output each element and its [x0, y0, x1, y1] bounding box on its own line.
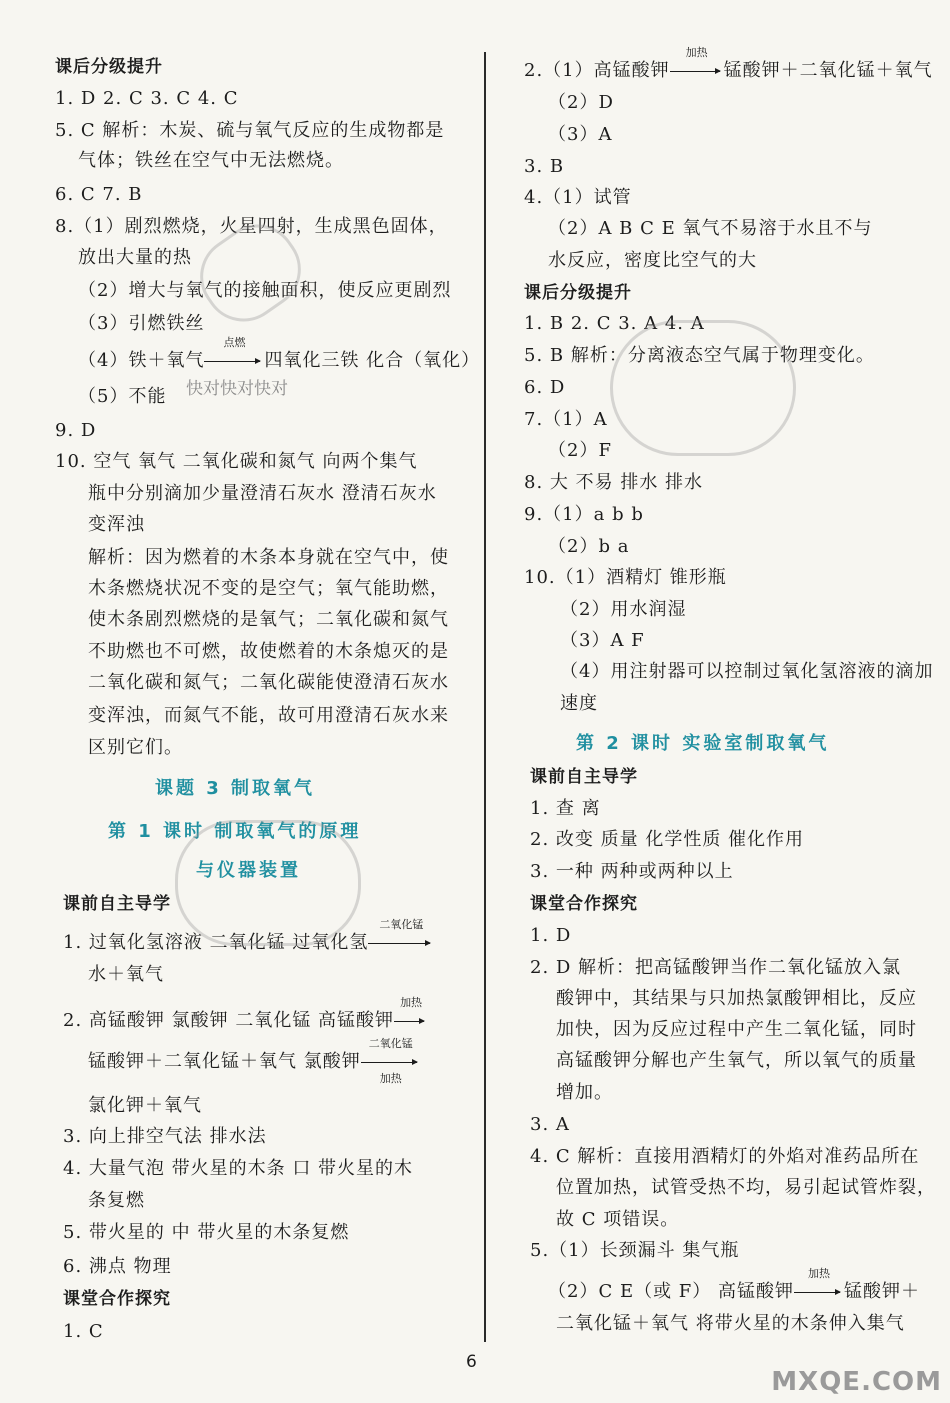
answer-line: 酸钾中，其结果与只加热氯酸钾相比，反应	[556, 988, 917, 1009]
pre-answer-1: 1. 过氧化氢溶液 二氧化锰 过氧化氢 二氧化锰	[63, 932, 434, 954]
lesson-title: 与仪器装置	[196, 860, 301, 881]
answer-line: 速度	[560, 693, 598, 714]
answer-line: 5. C 解析：木炭、硫与氧气反应的生成物都是	[55, 120, 445, 141]
answer-line: 位置加热，试管受热不均，易引起试管炸裂，	[556, 1177, 936, 1198]
answer-line: 加快，因为反应过程中产生二氧化锰，同时	[556, 1019, 917, 1040]
answer-line: 区别它们。	[88, 737, 183, 758]
answer-line: 变浑浊，而氮气不能，故可用澄清石灰水来	[88, 705, 449, 726]
answer-line: 1. C	[63, 1321, 104, 1342]
answer-line: 6. C 7. B	[55, 184, 143, 205]
answer-line: 3. 一种 两种或两种以上	[530, 861, 734, 882]
answer-line: 10.（1）酒精灯 锥形瓶	[524, 567, 727, 588]
answer-line: 6. D	[524, 377, 566, 398]
answer-line: （2）增大与氧气的接触面积，使反应更剧烈	[78, 280, 452, 301]
answer-line: 高锰酸钾分解也产生氧气，所以氧气的质量	[556, 1050, 917, 1071]
answer-line: 放出大量的热	[78, 247, 192, 268]
answer-line: 故 C 项错误。	[556, 1209, 680, 1230]
answer-line: 5.（1）长颈漏斗 集气瓶	[530, 1240, 740, 1261]
answer-line: 气体；铁丝在空气中无法燃烧。	[78, 150, 344, 171]
answer-line: 变浑浊	[88, 514, 145, 535]
section-heading: 课后分级提升	[524, 283, 632, 303]
answer-line: 1. 查 离	[530, 798, 601, 819]
answer-line: 4.（1）试管	[524, 187, 632, 208]
answer-8-4: （4）铁＋氧气 点燃 四氧化三铁 化合（氧化）	[78, 336, 481, 371]
answer-line: 4. C 解析：直接用酒精灯的外焰对准药品所在	[530, 1146, 920, 1167]
answer-line: 8. 大 不易 排水 排水	[524, 472, 704, 493]
lesson-title: 第 2 课时 实验室制取氧气	[576, 733, 830, 754]
answer-line: 4. 大量气泡 带火星的木条 口 带火星的木	[63, 1158, 414, 1179]
answer-line: （2）b a	[548, 536, 630, 557]
answer-line: 二氧化锰＋氧气 将带火星的木条伸入集气	[556, 1313, 905, 1334]
answer-line: 5. B 解析：分离液态空气属于物理变化。	[524, 345, 875, 366]
answer-line: 7.（1）A	[524, 409, 608, 430]
answer-line: （2）F	[548, 440, 612, 461]
watermark-text: 快对快对快对	[186, 379, 288, 399]
lesson-title: 课题 3 制取氧气	[155, 778, 316, 799]
answer-line: 10. 空气 氧气 二氧化碳和氮气 向两个集气	[55, 451, 418, 472]
answer-line: 6. 沸点 物理	[63, 1256, 172, 1277]
pre-answer-2: 2. 高锰酸钾 氯酸钾 二氧化锰 高锰酸钾 加热	[63, 996, 423, 1031]
answer-line: 使木条剧烈燃烧的是氧气；二氧化碳和氮气	[88, 609, 449, 630]
answer-line: 3. 向上排空气法 排水法	[63, 1126, 267, 1147]
answer-line: （4）用注射器可以控制过氧化氢溶液的滴加	[560, 661, 934, 682]
section-heading: 课堂合作探究	[63, 1289, 171, 1309]
answer-line: 1. D	[530, 925, 572, 946]
answer-r2-1: 2.（1）高锰酸钾 加热 锰酸钾＋二氧化锰＋氧气	[524, 46, 933, 81]
answer-line: 2. 改变 质量 化学性质 催化作用	[530, 829, 805, 850]
answer-line: 5. 带火星的 中 带火星的木条复燃	[63, 1222, 350, 1243]
answer-line: （5）不能	[78, 386, 167, 407]
answer-line: （2）用水润湿	[560, 599, 687, 620]
answer-line: 3. A	[530, 1114, 570, 1135]
column-divider	[484, 52, 486, 1342]
lesson-title: 第 1 课时 制取氧气的原理	[108, 821, 362, 842]
answer-line: 二氧化碳和氮气；二氧化碳能使澄清石灰水	[88, 672, 449, 693]
answer-line: 瓶中分别滴加少量澄清石灰水 澄清石灰水	[88, 483, 437, 504]
answer-line: （2）A B C E 氧气不易溶于水且不与	[548, 218, 873, 239]
page-number: 6	[466, 1352, 477, 1372]
section-heading: 课后分级提升	[55, 57, 163, 77]
answer-line: 不助燃也不可燃，故使燃着的木条熄灭的是	[88, 641, 449, 662]
pre-answer-2-cont: 锰酸钾＋二氧化锰＋氧气 氯酸钾 二氧化锰 加热	[88, 1051, 421, 1073]
answer-line: （3）A	[548, 124, 613, 145]
answer-line: 9. D	[55, 420, 97, 441]
answer-line: 8.（1）剧烈燃烧，火星四射，生成黑色固体，	[55, 216, 448, 237]
answer-r5-2: （2）C E（或 F） 高锰酸钾 加热 锰酸钾＋	[548, 1267, 921, 1302]
answer-line: 条复燃	[88, 1190, 145, 1211]
watermark-stamp	[610, 320, 796, 456]
answer-line: 木条燃烧状况不变的是空气；氧气能助燃，	[88, 578, 449, 599]
section-heading: 课前自主导学	[63, 894, 171, 914]
answer-line: 解析：因为燃着的木条本身就在空气中，使	[88, 547, 449, 568]
answer-line: （3）引燃铁丝	[78, 313, 205, 334]
watermark-stamp	[175, 820, 361, 946]
answer-line: （3）A F	[560, 630, 645, 651]
answer-line: 2. D 解析：把高锰酸钾当作二氧化锰放入氯	[530, 957, 902, 978]
corner-watermark: MXQE.COM	[771, 1367, 942, 1397]
section-heading: 课前自主导学	[530, 767, 638, 787]
answer-line: 1. D 2. C 3. C 4. C	[55, 88, 239, 109]
answer-line: 水反应，密度比空气的大	[548, 250, 757, 271]
answer-line: 1. B 2. C 3. A 4. A	[524, 313, 705, 334]
answer-line: 9.（1）a b b	[524, 504, 644, 525]
section-heading: 课堂合作探究	[530, 894, 638, 914]
answer-line: 增加。	[556, 1082, 613, 1103]
answer-line: （2）D	[548, 92, 614, 113]
answer-line: 3. B	[524, 156, 565, 177]
pre-answer-1-cont: 水＋氧气	[88, 964, 164, 985]
answer-line: 氯化钾＋氧气	[88, 1095, 202, 1116]
